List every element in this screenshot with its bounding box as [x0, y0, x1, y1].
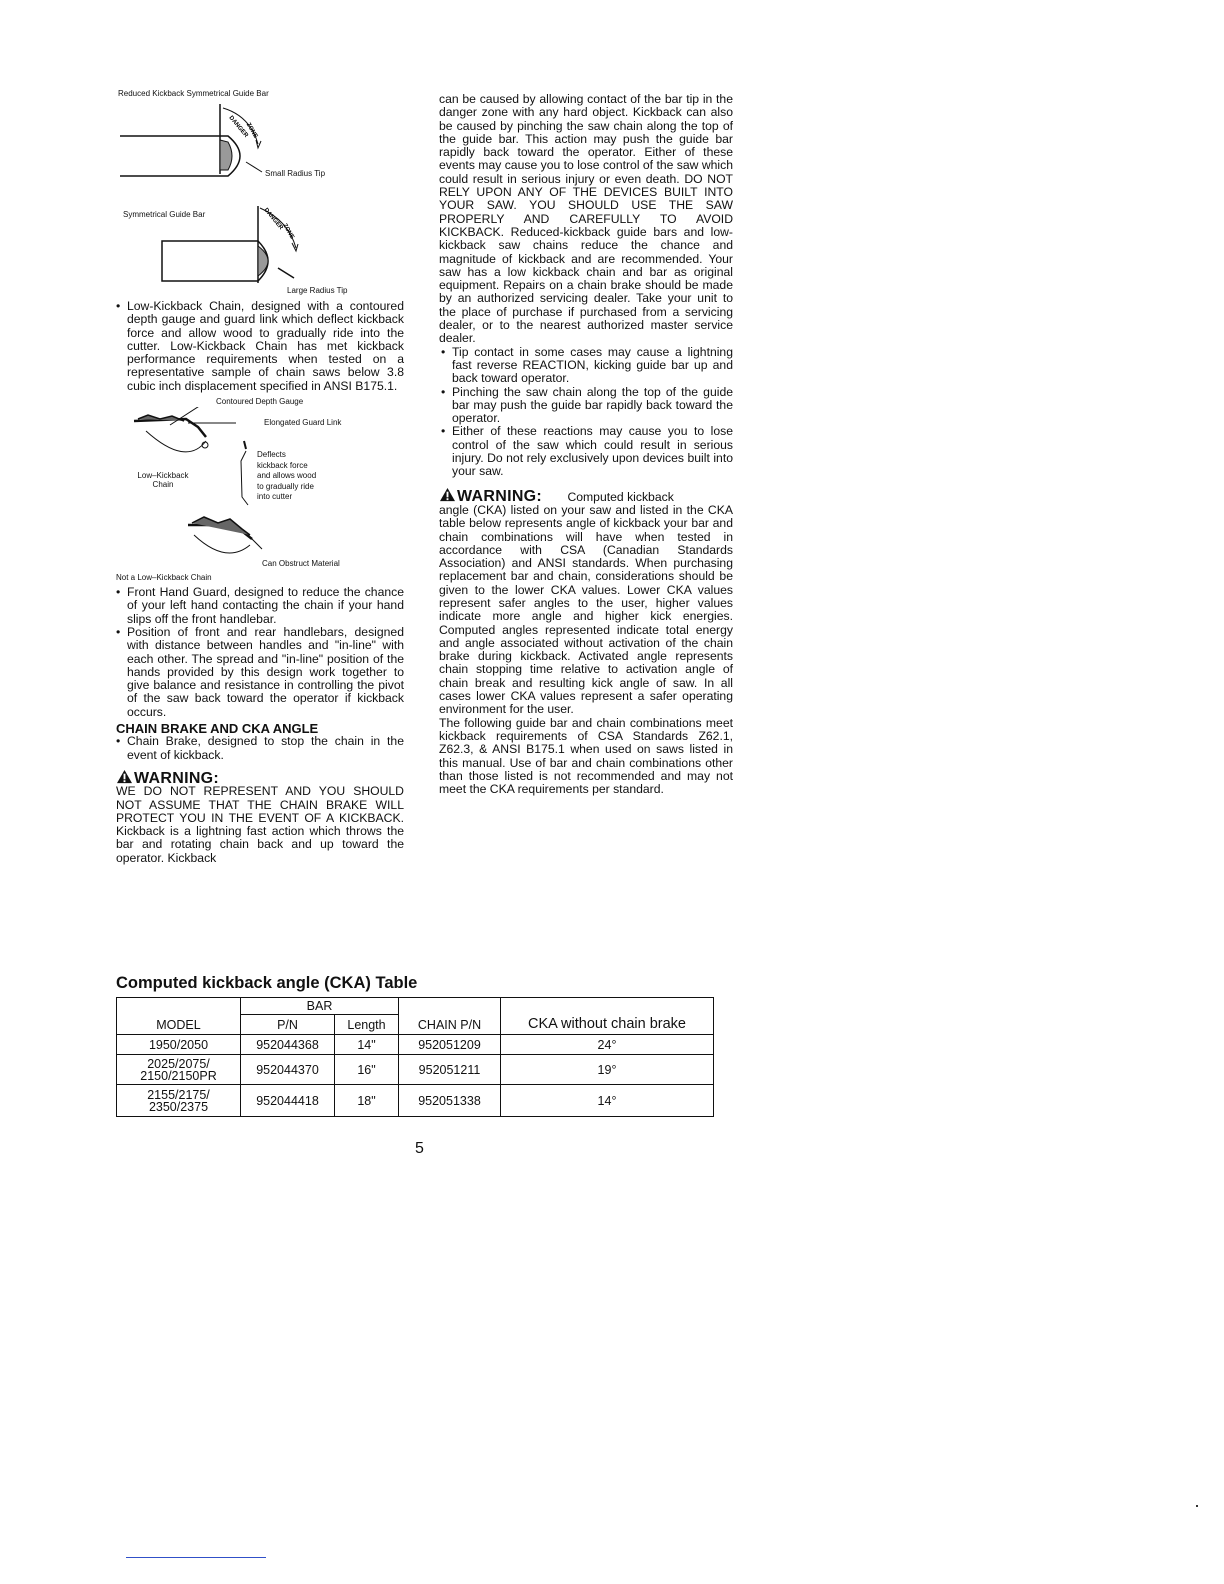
pinching-bullet: • Pinching the saw chain along the top of the guide bar may push the guide bar rapidly back toward the operator.: [441, 386, 733, 426]
right-warning-line: [439, 487, 733, 504]
row-chain: 952051211: [399, 1055, 501, 1085]
row-model-cont: 2350/2375: [148, 1099, 209, 1114]
row-length: 18": [335, 1085, 399, 1117]
right-column: [439, 93, 733, 796]
right-warning-lead: Computed kickback: [567, 489, 674, 504]
row-length: 16": [335, 1055, 399, 1085]
svg-text:ZONE: ZONE: [281, 222, 295, 241]
deflects-note: Deflects kickback force and allows wood to gradually ride into cutter: [257, 450, 317, 502]
reactions-bullet: • Either of these reactions may cause you to lose control of the saw which could result in serious injury. Do not rely exclusively upon devices built into your saw.: [441, 425, 733, 478]
small-radius-tip-label: Small Radius Tip: [265, 169, 326, 178]
symmetrical-bar-caption: Symmetrical Guide Bar: [123, 210, 206, 219]
footer-rule: [126, 1557, 266, 1558]
reduced-bar-caption: Reduced Kickback Symmetrical Guide Bar: [118, 89, 269, 98]
cka-table: [116, 997, 714, 1117]
guide-bar-figures: [110, 96, 410, 296]
svg-text:DANGER: DANGER: [227, 115, 249, 139]
row-model-cont: 2150/2150PR: [140, 1068, 217, 1083]
not-low-kickback-caption: Not a Low–Kickback Chain: [116, 573, 212, 583]
row-cka: 24°: [501, 1035, 714, 1055]
right-warning-label: WARNING:: [457, 487, 543, 505]
row-chain: 952051209: [399, 1035, 501, 1055]
row-cka: 19°: [501, 1055, 714, 1085]
low-kickback-chain-diagram: [134, 407, 248, 505]
warning-triangle-icon: [439, 487, 456, 502]
row-pn: 952044368: [241, 1035, 335, 1055]
header-cka: CKA without chain brake: [501, 998, 714, 1035]
tip-contact-bullet: • Tip contact in some cases may cause a lightning fast reverse REACTION, kicking guide bar up and back toward operator.: [441, 346, 733, 386]
warning-triangle-icon: [116, 769, 133, 784]
left-warning-label: WARNING:: [134, 769, 220, 787]
low-kickback-chain-label: Low–Kickback Chain: [137, 471, 189, 490]
front-hand-guard-bullet: • Front Hand Guard, designed to reduce the chance of your left hand contacting the chain if your hand slips off the front handlebar.: [116, 586, 404, 626]
row-model: 2155/2175/: [147, 1087, 210, 1102]
large-radius-tip-label: Large Radius Tip: [287, 286, 348, 295]
right-warning-text: angle (CKA) listed on your saw and listed in the CKA table below represents angle of kickback your bar and chain combinations will have when tested in accordance with CSA (Canadian Standards Association) and ANSI standards. When purchasing replacement bar and chain, considerations should be given to the lower CKA values. Lower CKA values represent safer angles to the user, higher values indicate more angle and higher kick energies. Computed angles represented indicate total energy and angle associated without activation of the chain brake during kickback. Activated angle represents chain stopping time relative to activation angle of chain break and resulting kick angle of saw. In all cases lower CKA values represent a safer operating environment for the user.: [439, 502, 733, 717]
elongated-guard-label: Elongated Guard Link: [264, 418, 342, 428]
bar-chain-combinations-paragraph: The following guide bar and chain combinations meet kickback requirements of CSA Standards Z62.1, Z62.3, & ANSI B175.1 when used on saws listed in this manual. Use of bar and chain combinations other than those listed is not recommended and may not meet the CKA requirements per standard.: [439, 715, 733, 797]
contoured-gauge-label: Contoured Depth Gauge: [216, 397, 304, 407]
chain-brake-heading: CHAIN BRAKE AND CKA ANGLE: [116, 721, 319, 737]
header-pn: P/N: [241, 1015, 335, 1035]
row-model: 1950/2050: [148, 1037, 209, 1052]
table-row: [117, 1035, 714, 1055]
scan-speck: [1196, 1505, 1198, 1507]
left-column: [116, 300, 404, 865]
row-pn: 952044418: [241, 1085, 335, 1117]
chain-figures: [116, 393, 404, 575]
standard-chain-diagram: [188, 517, 262, 553]
row-chain: 952051338: [399, 1085, 501, 1117]
header-chain-pn: CHAIN P/N: [399, 998, 501, 1035]
chain-brake-bullet: • Chain Brake, designed to stop the chain in the event of kickback.: [116, 735, 404, 762]
row-cka: 14°: [501, 1085, 714, 1117]
table-row: [117, 1085, 714, 1117]
left-warning-text: WE DO NOT REPRESENT AND YOU SHOULD NOT ASSUME THAT THE CHAIN BRAKE WILL PROTECT YOU IN THE EVENT OF A KICKBACK. Kickback is a lightning fast action which throws the bar and rotating chain back and up toward the operator. Kickback: [116, 784, 404, 865]
obstruct-label: Can Obstruct Material: [262, 559, 340, 569]
row-model: 2025/2075/: [147, 1056, 210, 1071]
kickback-causes-paragraph: can be caused by allowing contact of the bar tip in the danger zone with any hard object. Kickback can also be caused by pinching the saw chain along the top of the guide bar. This action may push the guide bar rapidly back toward the operator. Either of these events may cause you to lose control of the saw which could result in serious injury or even death. DO NOT RELY UPON ANY OF THE DEVICES BUILT INTO YOUR SAW. YOU SHOULD USE THE SAW PROPERLY AND CAREFULLY TO AVOID KICKBACK. Reduced-kickback guide bars and low-kickback saw chains reduce the chance and magnitude of kickback and are recommended. Your saw has a low kickback chain and bar as original equipment. Repairs on a chain brake should be made by an authorized servicing dealer. Take your unit to the place of purchase if purchased from a servicing dealer, or to the nearest authorized master service dealer.: [439, 92, 734, 346]
reduced-kickback-bar-diagram: [120, 104, 262, 176]
row-length: 14": [335, 1035, 399, 1055]
table-row: [117, 1055, 714, 1085]
table-title: Computed kickback angle (CKA) Table: [116, 974, 418, 992]
page-number: 5: [415, 1140, 424, 1157]
header-model: MODEL: [117, 998, 241, 1035]
svg-text:ZONE: ZONE: [244, 121, 259, 140]
handlebar-position-bullet: • Position of front and rear handlebars, designed with distance between handles and "in-line" with each other. The spread and "in-line" position of the hands provided by this design work together to give balance and resistance in controlling the pivot of the saw back toward the operator if kickback occurs.: [116, 626, 404, 719]
header-length: Length: [335, 1015, 399, 1035]
svg-text:DANGER: DANGER: [262, 207, 284, 232]
low-kickback-chain-bullet: • Low-Kickback Chain, designed with a contoured depth gauge and guard link which deflect kickback force and allow wood to gradually ride into the cutter. Low-Kickback Chain has met kickback performance requirements when tested on a representative sample of chain saws below 3.8 cubic inch displacement specified in ANSI B175.1.: [116, 300, 404, 393]
header-bar: BAR: [241, 998, 399, 1015]
row-pn: 952044370: [241, 1055, 335, 1085]
